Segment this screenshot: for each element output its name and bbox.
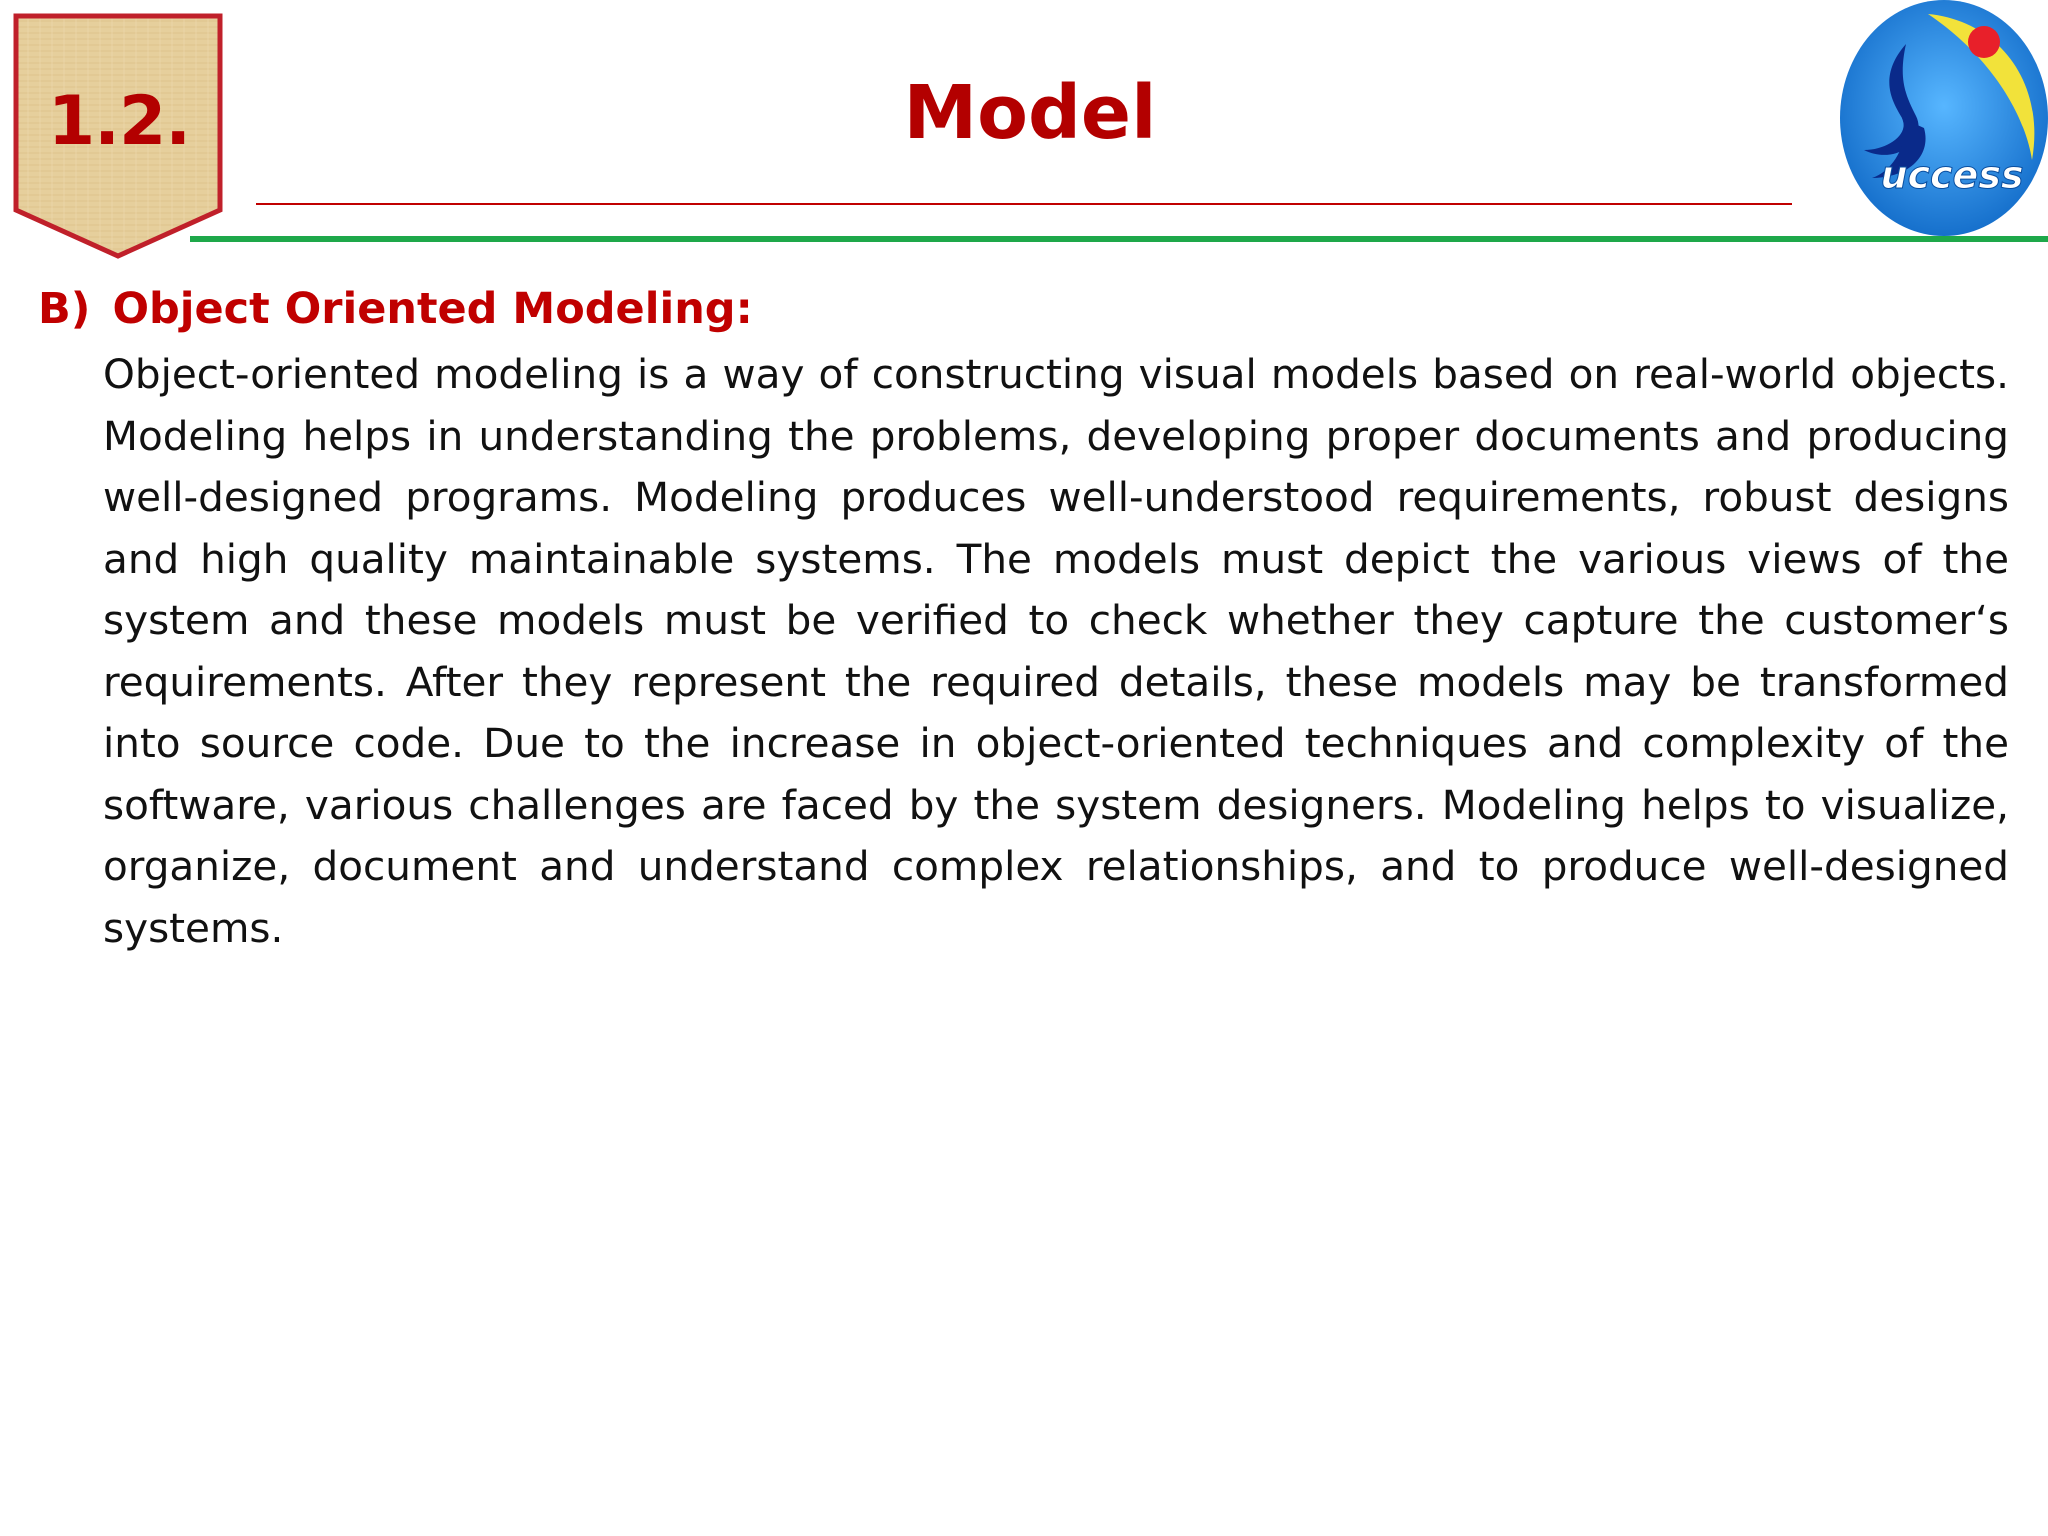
title-underline-red bbox=[256, 203, 1792, 205]
logo-icon bbox=[1836, 0, 2048, 240]
section-badge bbox=[12, 12, 226, 260]
body-paragraph: Object-oriented modeling is a way of constructing visual models based on real-world objects. Modeling helps in understanding the problems, developing proper documents and producing well-designed programs. Modeling produces well-understood requirements, robust designs and high quality maintainable systems. The models must depict the various views of the system and these models must be verified to check whether they capture the customer‘s requirements. After they represent the required details, these models may be transformed into source code. Due to the increase in object-oriented techniques and complexity of the software, various challenges are faced by the system designers. Modeling helps to visualize, organize, document and understand complex relationships, and to produce well-designed systems. bbox=[103, 350, 2009, 952]
section-heading bbox=[38, 284, 753, 334]
header-divider-green bbox=[190, 236, 2048, 242]
page-title: Model bbox=[903, 70, 1157, 156]
section-marker: B) bbox=[38, 284, 91, 334]
section-number: 1.2. bbox=[47, 82, 191, 161]
logo-wordmark: uccess bbox=[1880, 153, 2024, 197]
success-logo bbox=[1836, 0, 2048, 240]
section-heading-text: Object Oriented Modeling: bbox=[112, 284, 753, 334]
